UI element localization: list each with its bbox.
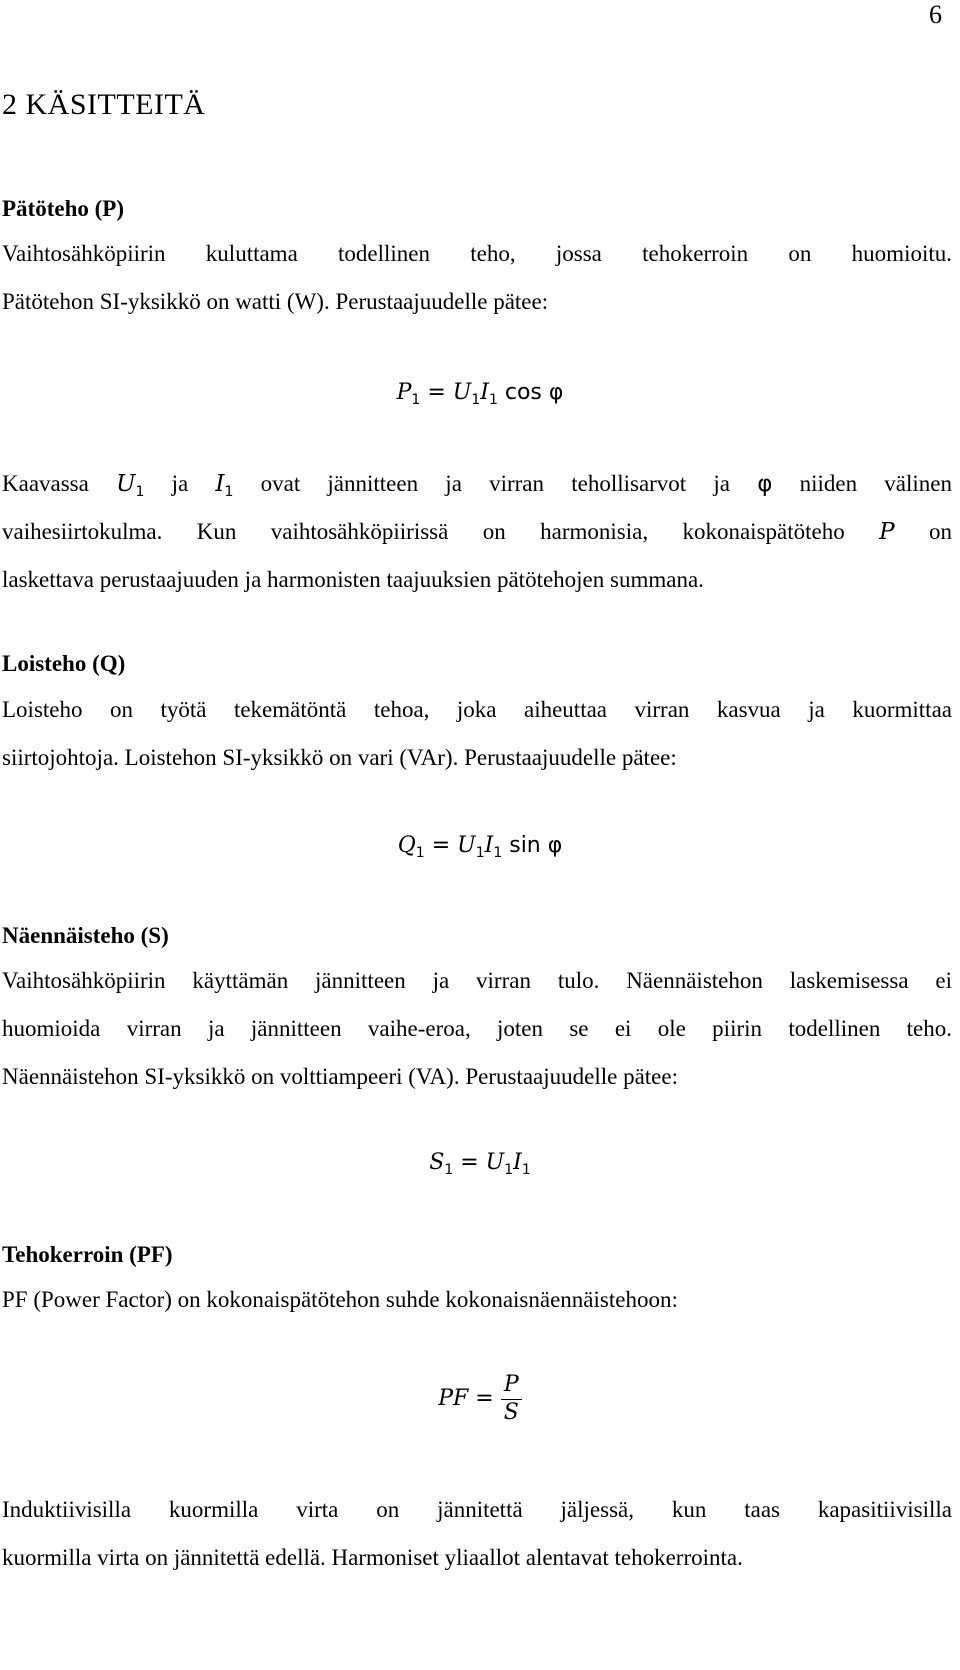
paragraph-reactive-power <box>2 686 952 782</box>
paragraph-active-power-explanation <box>2 460 952 604</box>
formula-symbol: U <box>485 1150 505 1175</box>
text-run: niiden välinen <box>799 471 952 496</box>
text-run: ovat jännitteen ja virran tehollisarvot ja <box>260 471 731 496</box>
symbol-u <box>116 471 145 500</box>
chapter-title: 2 KÄSITTEITÄ <box>2 88 206 121</box>
formula-subscript: 1 <box>444 1162 454 1178</box>
formula-subscript: 1 <box>504 1162 514 1178</box>
text-line <box>2 508 952 556</box>
text-line: laskettava perustaajuuden ja harmonisten taajuuksien pätötehojen summana. <box>2 567 704 592</box>
formula-subscript: 1 <box>475 845 485 861</box>
paragraph-apparent-power <box>2 957 952 1101</box>
formula-symbol: I <box>480 380 489 405</box>
formula-equals: = <box>431 833 451 858</box>
formula-equals: = <box>427 380 446 405</box>
text-line: Pätötehon SI-yksikkö on watti (W). Perustaajuudelle pätee: <box>2 289 549 314</box>
text-run: on <box>929 519 953 544</box>
formula-symbol: Q <box>397 833 416 858</box>
text-line: PF (Power Factor) on kokonaispätötehon suhde kokonaisnäennäistehoon: <box>2 1287 678 1312</box>
paragraph-power-factor-note <box>2 1486 952 1582</box>
page-number: 6 <box>929 0 942 29</box>
formula-apparent-power <box>0 1150 960 1178</box>
formula-symbol: I <box>513 1150 522 1175</box>
fraction-numerator: P <box>501 1372 522 1400</box>
symbol-letter: I <box>215 471 225 497</box>
paragraph-power-factor <box>2 1276 952 1324</box>
formula-function: cos φ <box>504 380 564 405</box>
symbol-phi: φ <box>757 471 773 497</box>
section-heading-power-factor: Tehokerroin (PF) <box>2 1242 173 1267</box>
section-heading-active-power: Pätöteho (P) <box>2 196 124 221</box>
formula-subscript: 1 <box>471 392 481 408</box>
symbol-letter: U <box>116 471 136 497</box>
formula-symbol: P <box>396 380 412 405</box>
formula-symbol: I <box>484 833 494 858</box>
symbol-subscript: 1 <box>135 484 145 500</box>
text-line: kuormilla virta on jännitettä edellä. Harmoniset yliaallot alentavat tehokerrointa. <box>2 1545 743 1570</box>
text-run: Kaavassa <box>2 471 89 496</box>
text-run: ja <box>171 471 189 496</box>
text-run: vaihesiirtokulma. Kun vaihtosähköpiirissä on harmonisia, kokonaispätöteho <box>2 519 845 544</box>
formula-fraction <box>501 1372 522 1425</box>
text-line: Induktiivisilla kuormilla virta on jännitettä jäljessä, kun taas kapasitiivisilla <box>2 1497 952 1522</box>
text-line <box>2 460 952 508</box>
text-line: Loisteho on työtä tekemätöntä tehoa, joka aiheuttaa virran kasvua ja kuormittaa <box>2 697 952 722</box>
formula-symbol: S <box>429 1150 445 1175</box>
formula-subscript: 1 <box>415 845 425 861</box>
text-line: Vaihtosähköpiirin kuluttama todellinen teho, jossa tehokerroin on huomioitu. <box>2 241 952 266</box>
formula-function: sin φ <box>509 833 563 858</box>
formula-power-factor <box>0 1372 960 1425</box>
formula-subscript: 1 <box>493 845 503 861</box>
section-heading-reactive-power: Loisteho (Q) <box>2 651 126 676</box>
text-line: Vaihtosähköpiirin käyttämän jännitteen ja virran tulo. Näennäistehon laskemisessa ei <box>2 968 952 993</box>
symbol-i <box>215 471 234 500</box>
formula-symbol: PF <box>438 1386 469 1411</box>
fraction-denominator: S <box>503 1400 519 1425</box>
symbol-p: P <box>879 519 895 545</box>
formula-equals: = <box>460 1150 479 1175</box>
formula-equals: = <box>475 1386 494 1411</box>
formula-subscript: 1 <box>411 392 421 408</box>
section-heading-apparent-power: Näennäisteho (S) <box>2 923 169 948</box>
symbol-subscript: 1 <box>224 484 234 500</box>
text-line: huomioida virran ja jännitteen vaihe-eroa, joten se ei ole piirin todellinen teho. <box>2 1016 952 1041</box>
formula-subscript: 1 <box>521 1162 531 1178</box>
formula-symbol: U <box>457 833 476 858</box>
paragraph-active-power <box>2 230 952 326</box>
text-line: Näennäistehon SI-yksikkö on volttiampeeri (VA). Perustaajuudelle pätee: <box>2 1064 678 1089</box>
formula-symbol: U <box>452 380 472 405</box>
formula-reactive-power <box>0 833 960 861</box>
formula-subscript: 1 <box>488 392 498 408</box>
text-line: siirtojohtoja. Loistehon SI-yksikkö on vari (VAr). Perustaajuudelle pätee: <box>2 745 677 770</box>
formula-active-power <box>0 380 960 408</box>
